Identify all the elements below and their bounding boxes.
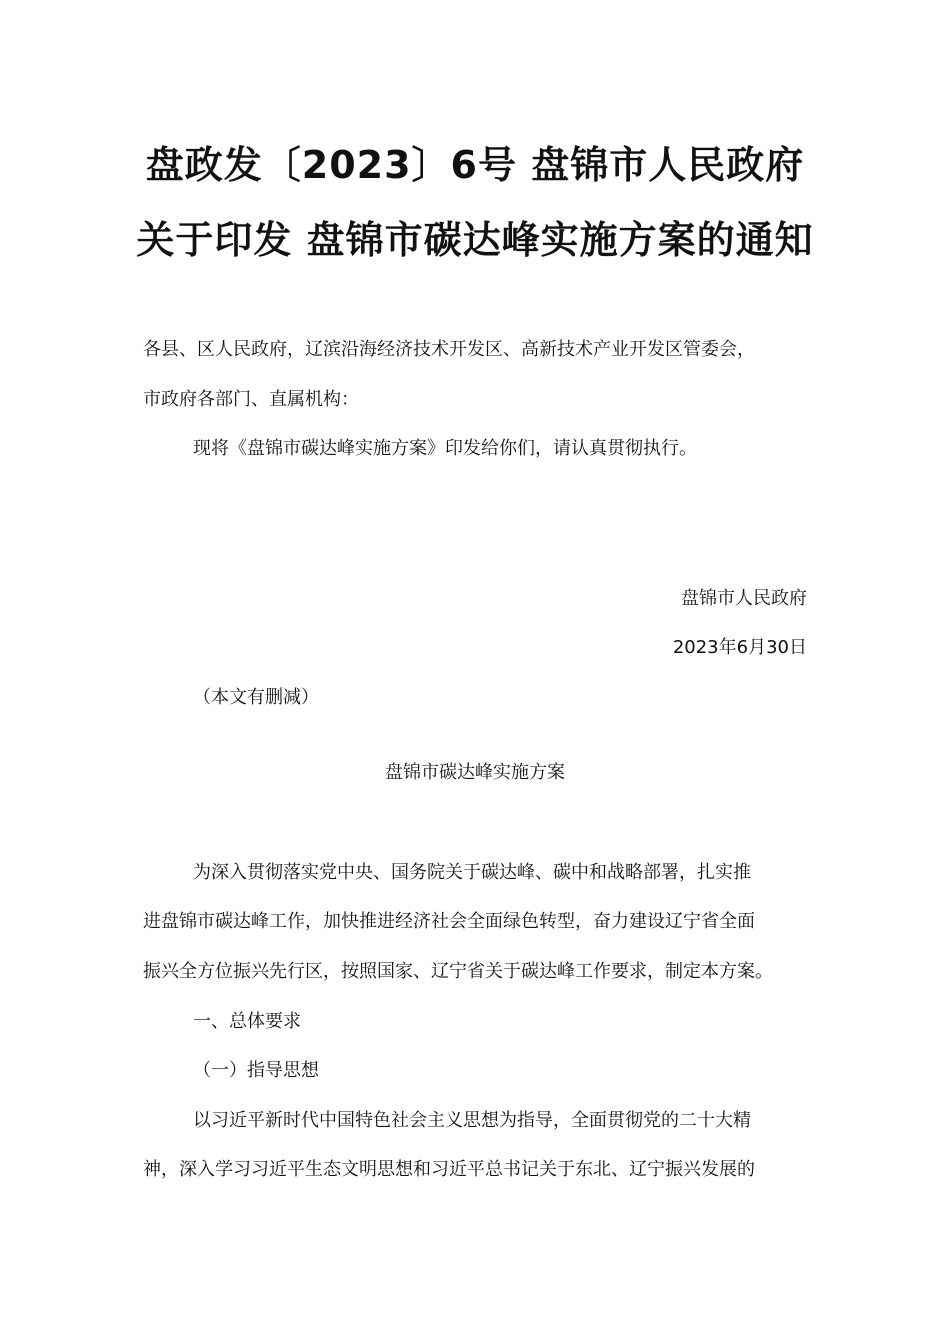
plan-title: 盘锦市碳达峰实施方案 bbox=[385, 762, 565, 783]
plan-intro-line-2: 进盘锦市碳达峰工作，加快推进经济社会全面绿色转型，奋力建设辽宁省全面 bbox=[143, 911, 755, 932]
signature-issuer: 盘锦市人民政府 bbox=[681, 588, 807, 609]
notice-body: 现将《盘锦市碳达峰实施方案》印发给你们，请认真贯彻执行。 bbox=[193, 438, 697, 459]
plan-intro-line-1: 为深入贯彻落实党中央、国务院关于碳达峰、碳中和战略部署，扎实推 bbox=[193, 862, 751, 883]
guiding-text-line-2: 神，深入学习习近平生态文明思想和习近平总书记关于东北、辽宁振兴发展的 bbox=[143, 1159, 755, 1180]
document-title-line-2: 关于印发 盘锦市碳达峰实施方案的通知 bbox=[136, 218, 814, 262]
guiding-text-line-1: 以习近平新时代中国特色社会主义思想为指导，全面贯彻党的二十大精 bbox=[193, 1110, 751, 1131]
abridged-note: （本文有删减） bbox=[193, 687, 319, 708]
subsection-heading: （一）指导思想 bbox=[193, 1060, 319, 1081]
addressee-line-2: 市政府各部门、直属机构： bbox=[143, 389, 359, 410]
addressee-line-1: 各县、区人民政府，辽滨沿海经济技术开发区、高新技术产业开发区管委会， bbox=[143, 339, 755, 360]
section-heading: 一、总体要求 bbox=[193, 1011, 301, 1032]
plan-intro-line-3: 振兴全方位振兴先行区，按照国家、辽宁省关于碳达峰工作要求，制定本方案。 bbox=[143, 961, 773, 982]
signature-date: 2023年6月30日 bbox=[672, 637, 807, 658]
document-title-line-1: 盘政发〔2023〕6号 盘锦市人民政府 bbox=[145, 143, 805, 187]
